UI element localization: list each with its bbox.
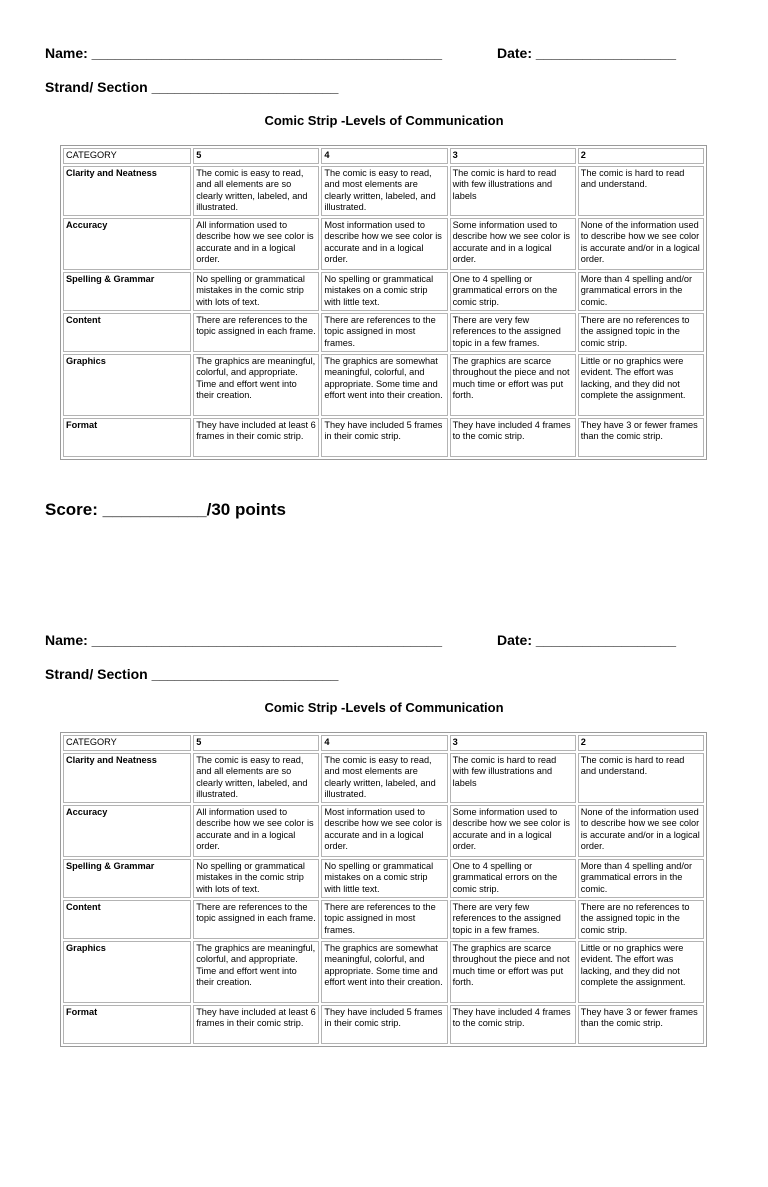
table-row (63, 418, 704, 457)
score-field[interactable]: Score: ___________/30 points (45, 500, 286, 519)
category-cell: Graphics (63, 941, 191, 1003)
criteria-cell: There are no references to the assigned topic in the comic strip. (578, 900, 704, 939)
criteria-cell: The comic is hard to read with few illustrations and labels (450, 753, 576, 803)
table-row (63, 941, 704, 1003)
criteria-cell: There are references to the topic assigned in each frame. (193, 900, 319, 939)
criteria-cell: The graphics are somewhat meaningful, colorful, and appropriate. Some time and effort went into their creation. (321, 354, 447, 416)
criteria-cell: Little or no graphics were evident. The effort was lacking, and they did not complete the assignment. (578, 941, 704, 1003)
table-row (63, 753, 704, 803)
name-field[interactable]: Name: _____________________________________________ (45, 45, 443, 61)
header-cell: 3 (450, 148, 576, 164)
table-header-row (63, 148, 704, 164)
criteria-cell: They have included at least 6 frames in their comic strip. (193, 1005, 319, 1044)
table-row (63, 354, 704, 416)
criteria-cell: Most information used to describe how we see color is accurate and in a logical order. (321, 805, 447, 857)
criteria-cell: The graphics are scarce throughout the piece and not much time or effort was put forth. (450, 354, 576, 416)
criteria-cell: They have 3 or fewer frames than the comic strip. (578, 1005, 704, 1044)
criteria-cell: They have included 4 frames to the comic strip. (450, 1005, 576, 1044)
criteria-cell: Some information used to describe how we see color is accurate and in a logical order. (450, 805, 576, 857)
table-row (63, 313, 704, 352)
criteria-cell: None of the information used to describe how we see color is accurate and/or in a logical order. (578, 218, 704, 270)
criteria-cell: Some information used to describe how we see color is accurate and in a logical order. (450, 218, 576, 270)
category-cell: Format (63, 418, 191, 457)
strand-section-field[interactable]: Strand/ Section ________________________ (45, 666, 339, 682)
header-cell: CATEGORY (63, 148, 191, 164)
criteria-cell: The graphics are somewhat meaningful, colorful, and appropriate. Some time and effort went into their creation. (321, 941, 447, 1003)
strand-section-field[interactable]: Strand/ Section ________________________ (45, 79, 339, 95)
category-cell: Spelling & Grammar (63, 272, 191, 311)
criteria-cell: No spelling or grammatical mistakes on a comic strip with little text. (321, 272, 447, 311)
criteria-cell: No spelling or grammatical mistakes on a comic strip with little text. (321, 859, 447, 898)
date-field[interactable]: Date: __________________ (497, 45, 677, 61)
criteria-cell: The comic is easy to read, and all elements are so clearly written, labeled, and illustrated. (193, 166, 319, 216)
category-cell: Content (63, 900, 191, 939)
table-header-row (63, 735, 704, 751)
criteria-cell: There are references to the topic assigned in each frame. (193, 313, 319, 352)
criteria-cell: They have included at least 6 frames in their comic strip. (193, 418, 319, 457)
criteria-cell: More than 4 spelling and/or grammatical errors in the comic. (578, 272, 704, 311)
header-cell: 5 (193, 735, 319, 751)
category-cell: Clarity and Neatness (63, 166, 191, 216)
criteria-cell: There are no references to the assigned topic in the comic strip. (578, 313, 704, 352)
criteria-cell: The graphics are scarce throughout the piece and not much time or effort was put forth. (450, 941, 576, 1003)
header-cell: 2 (578, 148, 704, 164)
date-field[interactable]: Date: __________________ (497, 632, 677, 648)
criteria-cell: The graphics are meaningful, colorful, and appropriate. Time and effort went into their creation. (193, 354, 319, 416)
table-row (63, 218, 704, 270)
criteria-cell: Most information used to describe how we see color is accurate and in a logical order. (321, 218, 447, 270)
criteria-cell: The comic is hard to read with few illustrations and labels (450, 166, 576, 216)
name-field[interactable]: Name: _____________________________________________ (45, 632, 443, 648)
criteria-cell: One to 4 spelling or grammatical errors on the comic strip. (450, 272, 576, 311)
category-cell: Content (63, 313, 191, 352)
criteria-cell: Little or no graphics were evident. The effort was lacking, and they did not complete the assignment. (578, 354, 704, 416)
criteria-cell: No spelling or grammatical mistakes in the comic strip with lots of text. (193, 859, 319, 898)
criteria-cell: One to 4 spelling or grammatical errors on the comic strip. (450, 859, 576, 898)
criteria-cell: All information used to describe how we see color is accurate and in a logical order. (193, 805, 319, 857)
criteria-cell: There are references to the topic assigned in most frames. (321, 900, 447, 939)
rubric-table (60, 732, 707, 1047)
criteria-cell: There are very few references to the assigned topic in a few frames. (450, 313, 576, 352)
category-cell: Spelling & Grammar (63, 859, 191, 898)
criteria-cell: They have included 4 frames to the comic strip. (450, 418, 576, 457)
criteria-cell: They have included 5 frames in their comic strip. (321, 1005, 447, 1044)
category-cell: Accuracy (63, 805, 191, 857)
header-cell: 4 (321, 735, 447, 751)
criteria-cell: The comic is hard to read and understand. (578, 753, 704, 803)
header-cell: 4 (321, 148, 447, 164)
table-row (63, 1005, 704, 1044)
criteria-cell: None of the information used to describe how we see color is accurate and/or in a logical order. (578, 805, 704, 857)
criteria-cell: The comic is easy to read, and most elements are clearly written, labeled, and illustrated. (321, 753, 447, 803)
criteria-cell: The comic is easy to read, and most elements are clearly written, labeled, and illustrated. (321, 166, 447, 216)
table-row (63, 900, 704, 939)
table-row (63, 166, 704, 216)
criteria-cell: No spelling or grammatical mistakes in the comic strip with lots of text. (193, 272, 319, 311)
table-row (63, 859, 704, 898)
category-cell: Accuracy (63, 218, 191, 270)
criteria-cell: All information used to describe how we see color is accurate and in a logical order. (193, 218, 319, 270)
criteria-cell: There are references to the topic assigned in most frames. (321, 313, 447, 352)
category-cell: Format (63, 1005, 191, 1044)
rubric-sheet-2 (0, 587, 768, 1187)
table-row (63, 805, 704, 857)
criteria-cell: The comic is easy to read, and all elements are so clearly written, labeled, and illustrated. (193, 753, 319, 803)
rubric-title: Comic Strip -Levels of Communication (264, 113, 504, 128)
category-cell: Graphics (63, 354, 191, 416)
header-cell: 2 (578, 735, 704, 751)
criteria-cell: The graphics are meaningful, colorful, and appropriate. Time and effort went into their creation. (193, 941, 319, 1003)
table-row (63, 272, 704, 311)
header-cell: 3 (450, 735, 576, 751)
header-cell: 5 (193, 148, 319, 164)
rubric-title: Comic Strip -Levels of Communication (264, 700, 504, 715)
category-cell: Clarity and Neatness (63, 753, 191, 803)
criteria-cell: There are very few references to the assigned topic in a few frames. (450, 900, 576, 939)
rubric-table (60, 145, 707, 460)
criteria-cell: The comic is hard to read and understand. (578, 166, 704, 216)
criteria-cell: More than 4 spelling and/or grammatical errors in the comic. (578, 859, 704, 898)
criteria-cell: They have 3 or fewer frames than the comic strip. (578, 418, 704, 457)
criteria-cell: They have included 5 frames in their comic strip. (321, 418, 447, 457)
header-cell: CATEGORY (63, 735, 191, 751)
